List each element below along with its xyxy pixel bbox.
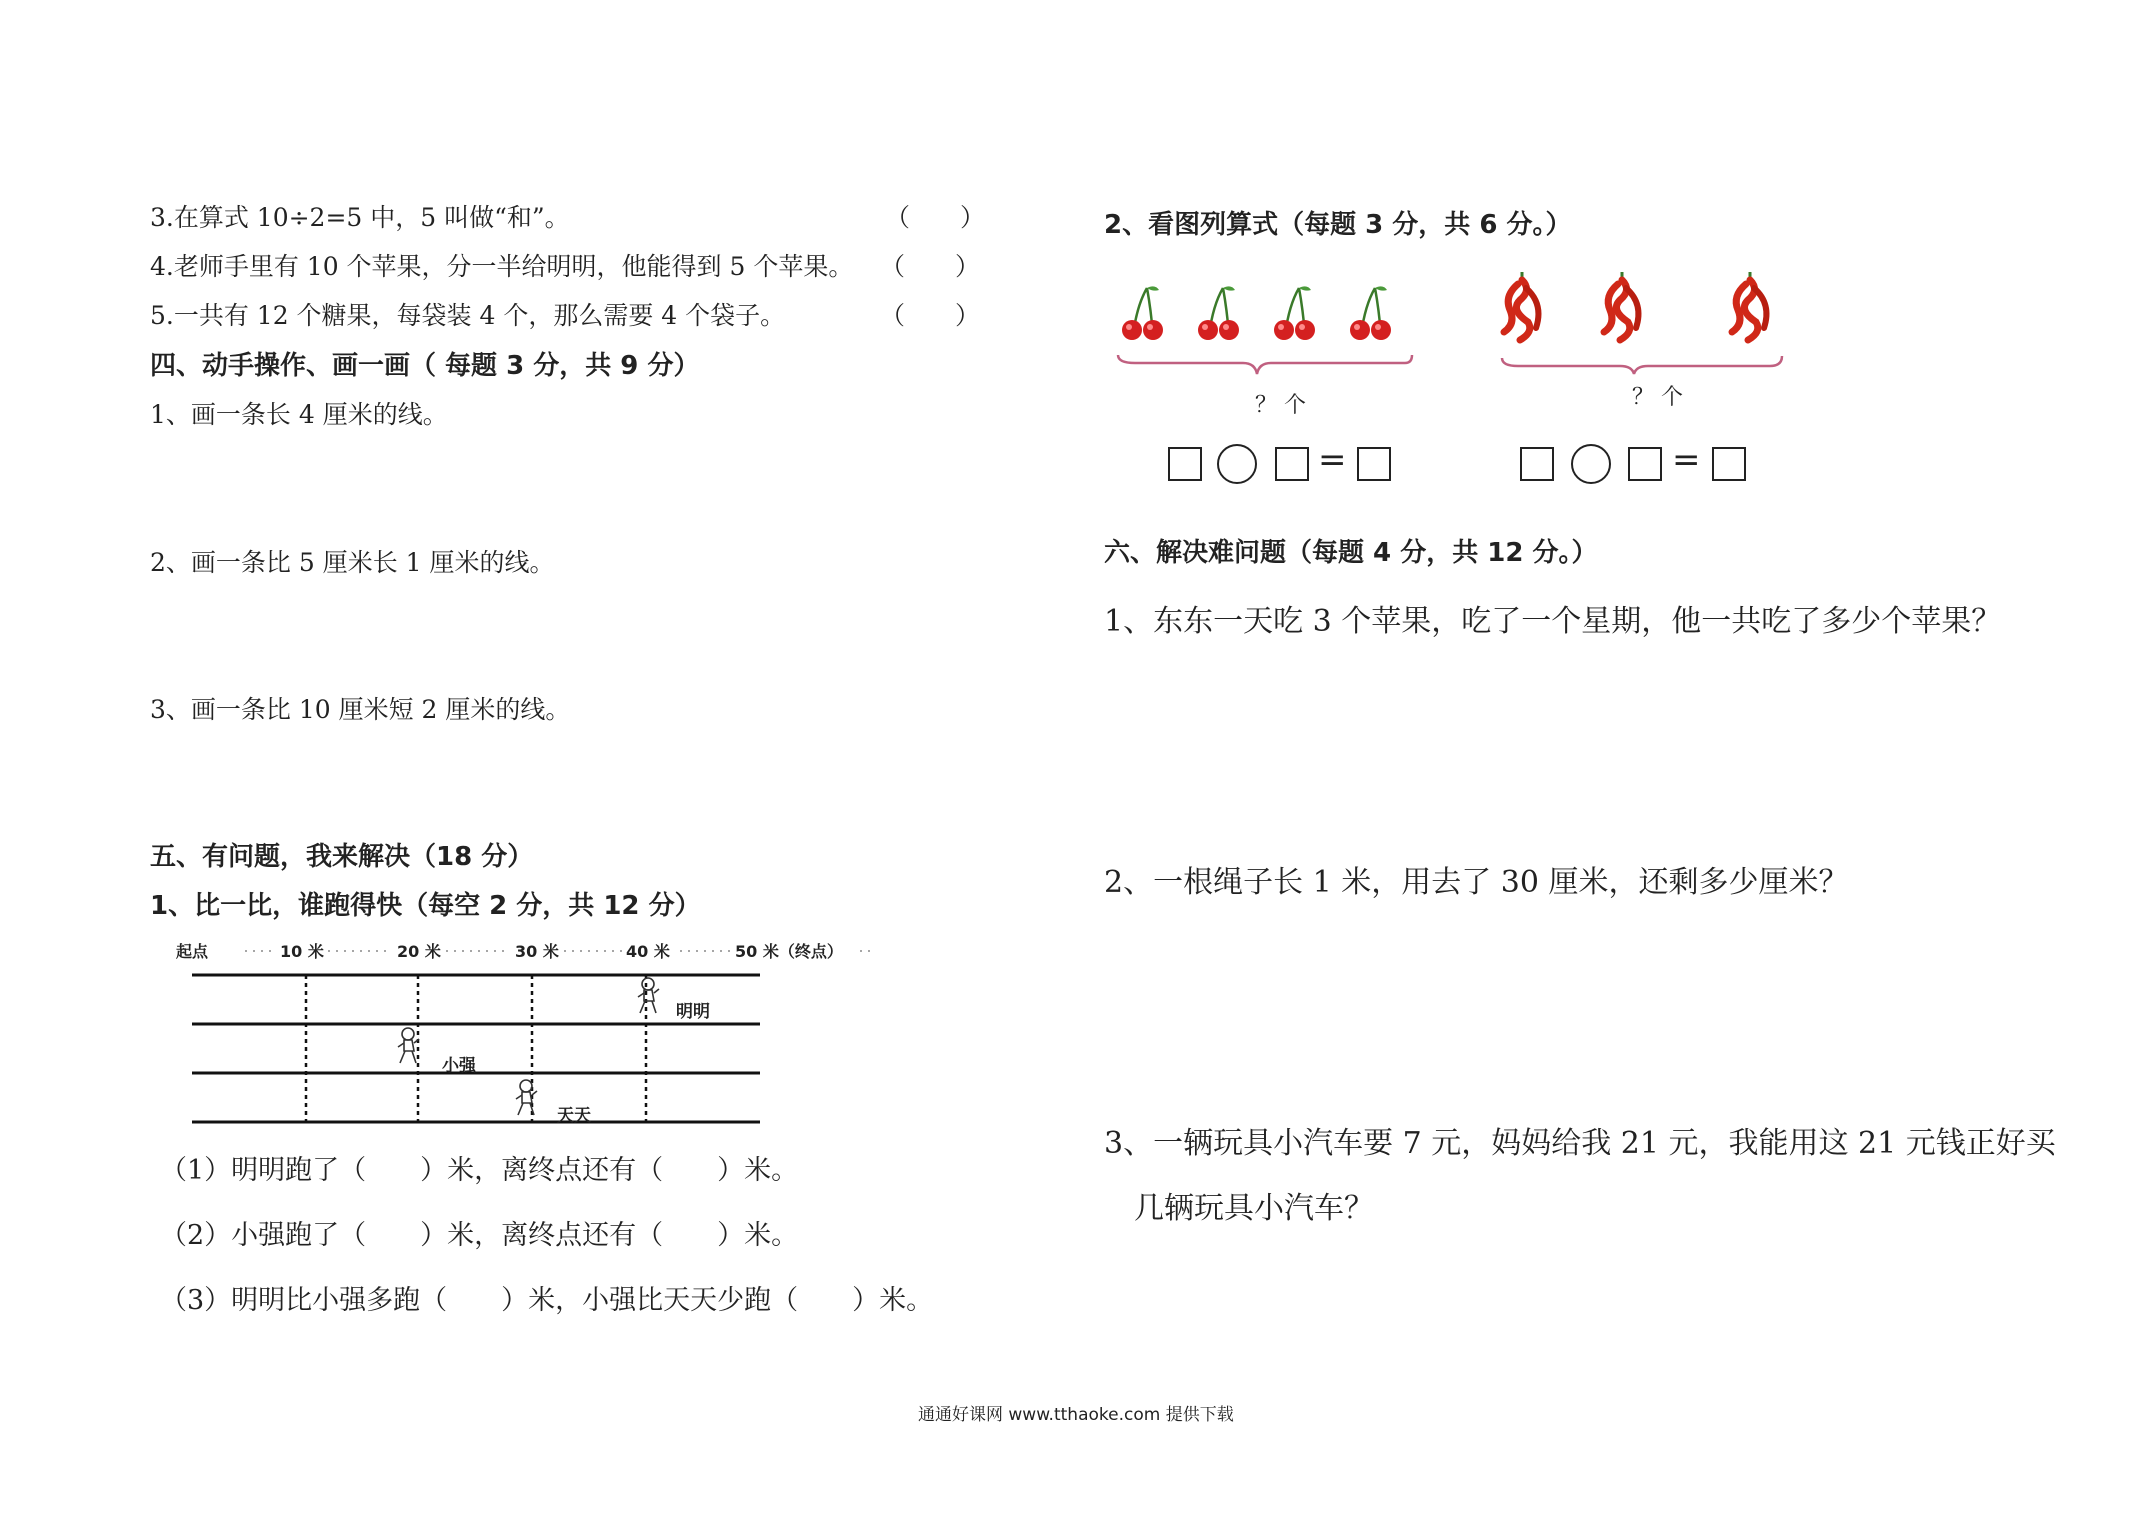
race-question-3: （3）明明比小强多跑（ ）米，小强比天天少跑（ ）米。	[160, 1285, 934, 1316]
runner-tiantian-icon	[516, 1080, 537, 1115]
judge-item-3: 3.在算式 10÷2=5 中，5 叫做“和”。	[150, 203, 570, 232]
race-label-40: 40 米	[626, 942, 670, 961]
answer-box-2b[interactable]	[1628, 447, 1662, 481]
runner-name-mingming: 明明	[676, 1002, 710, 1022]
section5-title: 五、有问题，我来解决（18 分）	[150, 842, 534, 872]
section2-title: 2、看图列算式（每题 3 分，共 6 分。）	[1104, 210, 1572, 240]
section6-title: 六、解决难问题（每题 4 分，共 12 分。）	[1104, 538, 1598, 568]
section4-title: 四、动手操作、画一画（ 每题 3 分，共 9 分）	[150, 351, 700, 381]
race-question-1: （1）明明跑了（ ）米，离终点还有（ ）米。	[160, 1155, 799, 1186]
section4-item-3: 3、画一条比 10 厘米短 2 厘米的线。	[150, 695, 571, 724]
problem-3-line1: 3、一辆玩具小汽车要 7 元，妈妈给我 21 元，我能用这 21 元钱正好买	[1104, 1126, 2056, 1161]
brace-peppers	[1502, 356, 1782, 374]
answer-box-1a[interactable]	[1168, 447, 1202, 481]
cherries-picture	[1115, 280, 1415, 380]
equals-sign-1: =	[1318, 440, 1347, 480]
runner-xiaoqiang-icon	[398, 1028, 419, 1063]
answer-box-1c[interactable]	[1357, 447, 1391, 481]
footer-download-note: 通通好课网 www.tthaoke.com 提供下载	[918, 1405, 1234, 1425]
equals-sign-2: =	[1672, 440, 1701, 480]
answer-circle-2[interactable]	[1571, 444, 1611, 484]
race-label-20: 20 米	[397, 942, 441, 961]
runner-name-tiantian: 天天	[557, 1106, 591, 1126]
race-track-diagram	[150, 945, 870, 1125]
judge-paren-5[interactable]: （ ）	[880, 301, 981, 330]
brace-label-peppers: ？ 个	[1632, 385, 1683, 410]
answer-circle-1[interactable]	[1217, 444, 1257, 484]
peppers-picture	[1500, 270, 1790, 375]
answer-box-2c[interactable]	[1712, 447, 1746, 481]
race-label-50: 50 米（终点）	[735, 942, 843, 961]
judge-item-5: 5.一共有 12 个糖果，每袋装 4 个，那么需要 4 个袋子。	[150, 301, 786, 330]
brace-label-cherries: ？ 个	[1255, 393, 1306, 418]
problem-2: 2、一根绳子长 1 米，用去了 30 厘米，还剩多少厘米？	[1104, 865, 1849, 900]
problem-3-line2: 几辆玩具小汽车？	[1134, 1191, 1374, 1226]
runner-name-xiaoqiang: 小强	[442, 1056, 476, 1076]
race-label-30: 30 米	[515, 942, 559, 961]
section4-item-1: 1、画一条长 4 厘米的线。	[150, 400, 448, 429]
problem-1: 1、东东一天吃 3 个苹果，吃了一个星期，他一共吃了多少个苹果？	[1104, 604, 2002, 639]
race-label-start: 起点	[176, 942, 209, 961]
judge-paren-3[interactable]: （ ）	[885, 203, 986, 232]
race-question-2: （2）小强跑了（ ）米，离终点还有（ ）米。	[160, 1220, 799, 1251]
brace-cherries	[1118, 355, 1412, 374]
section5-sub1: 1、比一比，谁跑得快（每空 2 分，共 12 分）	[150, 891, 701, 921]
section4-item-2: 2、画一条比 5 厘米长 1 厘米的线。	[150, 548, 555, 577]
answer-box-1b[interactable]	[1275, 447, 1309, 481]
runner-mingming-icon	[638, 978, 659, 1013]
race-label-10: 10 米	[280, 942, 324, 961]
judge-item-4: 4.老师手里有 10 个苹果，分一半给明明，他能得到 5 个苹果。	[150, 252, 854, 281]
answer-box-2a[interactable]	[1520, 447, 1554, 481]
judge-paren-4[interactable]: （ ）	[880, 252, 981, 281]
